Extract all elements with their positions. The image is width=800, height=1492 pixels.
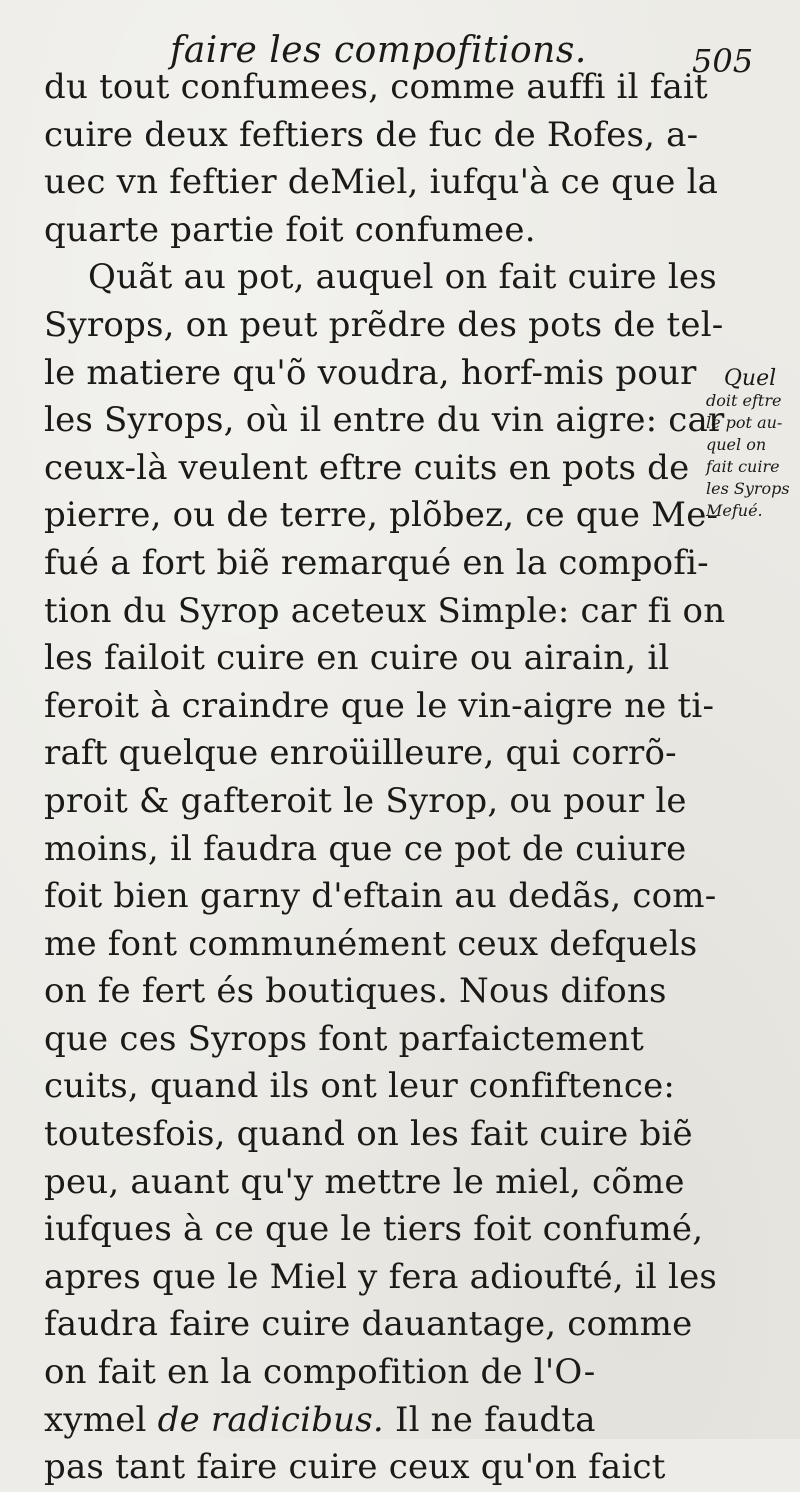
text-line: les Syrops, où il entre du vin aigre: car [44,400,725,441]
line-text-start: xymel [44,1399,158,1440]
text-line: du tout confumees, comme auffi il fait [44,67,708,107]
margin-note-line: le pot au- [706,413,783,432]
text-line: apres que le Miel y fera adioufté, il les [44,1256,718,1297]
text-line: on fait en la compofition de l'O- [44,1352,596,1393]
text-line [44,1397,734,1445]
text-line: le matiere qu'õ voudra, horf-mis pour [44,352,697,393]
text-line: proit & gafteroit le Syrop, ou pour le [44,780,687,821]
text-line: iufques à ce que le tiers foit confumé, [44,1209,704,1250]
text-line: raft quelque enroüilleure, qui corrõ- [44,733,677,774]
margin-note-line: Quel [723,366,777,391]
text-line: Syrops, on peut prẽdre des pots de tel- [44,304,724,345]
text-line: cuits, quand ils ont leur confiftence: [44,1066,676,1107]
text-line: quarte partie foit confumee. [44,209,536,250]
text-line: uec vn feftier deMiel, iufqu'à ce que la [44,162,719,203]
margin-note-line: quel on [706,435,767,454]
text-line: toutesfois, quand on les fait cuire biẽ [44,1114,693,1155]
text-line: peu, auant qu'y mettre le miel, cõme [44,1161,685,1202]
margin-note-line: Mefué. [706,501,763,520]
text-line: Quãt au pot, auquel on fait cuire les [44,257,717,298]
text-line: foit bien garny d'eftain au dedãs, com- [44,876,717,917]
text-line: feroit à craindre que le vin-aigre ne ti- [44,685,715,726]
body-text [44,64,734,1492]
text-line: tion du Syrop aceteux Simple: car fi on [44,590,726,631]
text-line: on fe fert és boutiques. Nous difons [44,971,667,1012]
running-head: faire les compofitions. [170,30,587,71]
margin-note-line: fait cuire [706,457,780,476]
text-line: moins, il faudra que ce pot de cuiure [44,828,687,869]
text-line: pierre, ou de terre, plõbez, ce que Me- [44,495,719,536]
text-line: fué a fort biẽ remarqué en la compofi- [44,542,709,583]
text-line: pas tant faire cuire ceux qu'on faict [44,1447,666,1488]
text-line: les failoit cuire en cuire ou airain, il [44,638,670,679]
margin-note-line: doit eftre [706,391,782,410]
text-line: faudra faire cuire dauantage, comme [44,1304,693,1345]
margin-note [706,368,796,522]
text-line: cuire deux feftiers de fuc de Rofes, a- [44,114,699,155]
text-line: ceux-là veulent eftre cuits en pots de [44,447,690,488]
text-line: que ces Syrops font parfaictement [44,1018,645,1059]
text-line: me font communément ceux defquels [44,923,698,964]
margin-note-line: les Syrops [706,479,790,498]
line-text-end: Il ne faudta [383,1399,596,1440]
page-number: 505 [692,42,754,80]
latin-phrase: de radicibus. [157,1399,384,1440]
